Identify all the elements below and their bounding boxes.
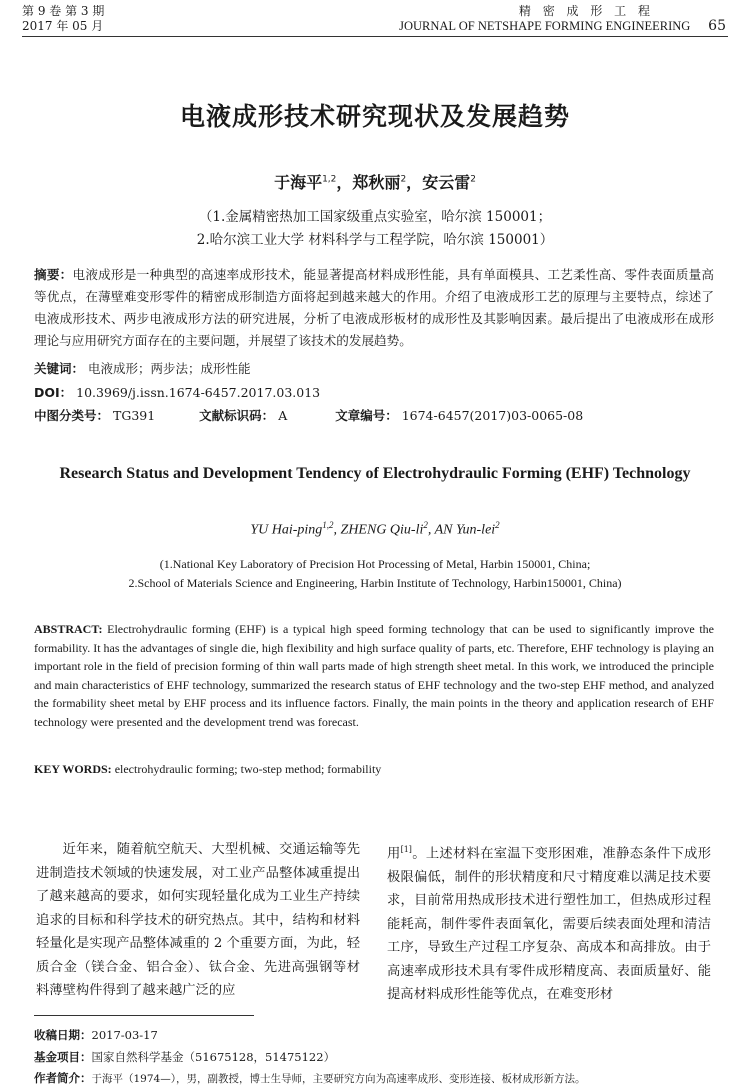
body-text: 。上述材料在室温下变形困难，准静态条件下成形极限偏低，制件的形状精度和尺寸精度难以满足技术要求，目前常用热成形技术进行塑性加工，但热成形过程能耗高，制件零件表面氧化，需要后续表面处理和清洁工序，导致生产过程工序复杂、高成本和高排放。由于高速率成形技术具有零件成形精度高、表面质量好、能提高材料成形性能等优点，在难变形材 — [387, 846, 711, 1003]
keywords-en — [34, 762, 381, 777]
author-separator: , — [333, 522, 341, 538]
issue-date: 2017 年 05 月 — [22, 19, 104, 33]
author-list-en — [0, 520, 750, 539]
journal-name-cn: 精 密 成 形 工 程 — [518, 4, 654, 18]
fund-label: 基金项目： — [34, 1050, 92, 1064]
author-name-en: YU Hai-ping — [250, 522, 323, 538]
author-list-cn — [0, 170, 750, 193]
footnote-rule — [34, 1015, 254, 1016]
doc-code-value: A — [278, 408, 288, 423]
author-bio-label: 作者简介： — [34, 1071, 92, 1085]
author-separator: , — [427, 522, 435, 538]
author-affiliation-mark: 2 — [400, 174, 407, 185]
journal-name-en: JOURNAL OF NETSHAPE FORMING ENGINEERING — [399, 19, 691, 33]
keywords-cn — [34, 359, 251, 377]
body-column-right — [387, 838, 711, 1007]
article-number-value: 1674-6457(2017)03-0065-08 — [401, 408, 584, 423]
keywords-cn-text: 电液成形；两步法；成形性能 — [88, 361, 251, 376]
running-header-right — [399, 4, 726, 34]
received-date: 2017-03-17 — [91, 1028, 158, 1042]
author-name-en: ZHENG Qiu-li — [340, 522, 424, 538]
abstract-cn — [34, 264, 714, 352]
doc-code-label: 文献标识码： — [199, 408, 275, 423]
keywords-en-text: electrohydraulic forming; two-step method; formability — [111, 762, 382, 776]
body-column-left: 近年来，随着航空航天、大型机械、交通运输等先进制造技术领域的快速发展，对工业产品整体减重提出了越来越高的要求，如何实现轻量化成为工业生产持续追求的目标和科学技术的研究热点。其中，结构和材料轻量化是实现产品整体减重的 2 个重要方面，为此，轻质合金（镁合金、铝合金）、钛合金、先进高强钢等材料薄壁构件得到了越来越广泛的应 — [36, 842, 360, 998]
author-name: 于海平 — [274, 173, 323, 192]
doi-value: 10.3969/j.issn.1674-6457.2017.03.013 — [76, 385, 321, 400]
author-name-en: AN Yun-lei — [434, 522, 496, 538]
author-affiliation-mark: 1,2 — [322, 174, 337, 185]
affiliation-cn-1: （1.金属精密热加工国家级重点实验室，哈尔滨 150001； — [198, 209, 552, 225]
classification-line — [34, 406, 583, 424]
clc-value: TG391 — [113, 408, 156, 423]
received-label: 收稿日期： — [34, 1028, 92, 1042]
citation-ref[interactable]: [1] — [400, 845, 412, 854]
author-name: 郑秋丽 — [352, 173, 401, 192]
volume-issue: 第 9 卷 第 3 期 — [22, 4, 105, 18]
header-rule — [22, 36, 728, 37]
fund-text: 国家自然科学基金（51675128，51475122） — [91, 1050, 336, 1064]
author-separator: ， — [336, 173, 353, 192]
keywords-en-label: KEY WORDS: — [34, 762, 112, 776]
author-affiliation-mark: 2 — [495, 520, 500, 530]
footnote-fund — [34, 1049, 335, 1065]
doi-line — [34, 383, 320, 401]
keywords-cn-label: 关键词： — [34, 361, 85, 376]
author-bio-text: 于海平（1974—），男，副教授，博士生导师，主要研究方向为高速率成形、变形连接、板材成形新方法。 — [91, 1073, 586, 1085]
footnote-author — [34, 1070, 585, 1086]
author-separator: ， — [406, 173, 423, 192]
abstract-en — [34, 620, 714, 731]
author-affiliation-mark: 1,2 — [322, 520, 334, 530]
article-number-label: 文章编号： — [335, 408, 398, 423]
affiliation-cn-2: 2.哈尔滨工业大学 材料科学与工程学院，哈尔滨 150001） — [196, 232, 554, 248]
abstract-cn-label: 摘要： — [34, 267, 73, 282]
affiliation-en-2: 2.School of Materials Science and Engineering, Harbin Institute of Technology, Harbin150001, China) — [128, 576, 622, 590]
paper-title-en: Research Status and Development Tendency of Electrohydraulic Forming (EHF) Technology — [59, 465, 691, 482]
footnote-received — [34, 1027, 158, 1043]
abstract-en-text: Electrohydraulic forming (EHF) is a typical high speed forming technology that can be used to significantly improve the formability. It has the advantages of single die, high flexibility and high surface quality of parts, etc. Therefore, EHF technology is playing an important role in the field of precision forming of thin wall parts made of high strength sheet metal. In this work, we introduced the principle and main characteristics of EHF technology, summarized the research status of EHF technology and the two-step EHF method, and analyzed the formability sheet metal by EHF process and its influence factors. Finally, the main points in the theory and application research of EHF technology were presented and the development trend was forecast. — [34, 622, 714, 729]
doi-label: DOI： — [34, 385, 73, 400]
clc-label: 中图分类号： — [34, 408, 110, 423]
affiliation-en-1: (1.National Key Laboratory of Precision Hot Processing of Metal, Harbin 150001, China; — [159, 557, 591, 571]
author-affiliation-mark: 2 — [470, 174, 476, 185]
paper-title-cn: 电液成形技术研究现状及发展趋势 — [179, 102, 570, 131]
abstract-en-label: ABSTRACT: — [34, 622, 103, 636]
page-number: 65 — [708, 18, 726, 34]
body-text: 用 — [387, 846, 401, 862]
author-name: 安云雷 — [422, 173, 471, 192]
abstract-cn-text: 电液成形是一种典型的高速率成形技术，能显著提高材料成形性能，具有单面模具、工艺柔性高、零件表面质量高等优点，在薄壁难变形零件的精密成形制造方面将起到越来越大的作用。介绍了电液成形工艺的原理与主要特点，综述了电液成形技术、两步电液成形方法的研究进展，分析了电液成形板材的成形性及其影响因素。最后提出了电液成形在成形理论与应用研究方面存在的主要问题，并展望了该技术的发展趋势。 — [34, 267, 715, 348]
author-affiliation-mark: 2 — [423, 520, 428, 530]
running-header-left — [22, 4, 104, 34]
